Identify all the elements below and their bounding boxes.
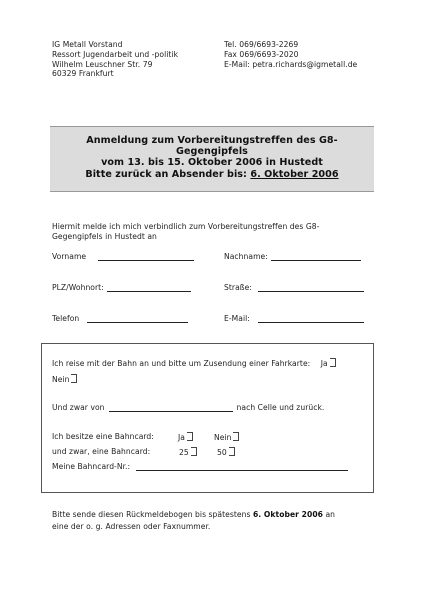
route-suffix: nach Celle und zurück. (236, 403, 325, 412)
bahncard-nr-label: Meine Bahncard-Nr.: (52, 462, 131, 471)
title-line: Anmeldung zum Vorbereitungstreffen des G8- (86, 135, 338, 146)
vorname-label: Vorname (52, 252, 87, 261)
sender-fax: Fax 069/6693-2020 (224, 49, 299, 59)
sender-contact (224, 40, 357, 69)
nachname-field[interactable] (224, 252, 361, 261)
footer-line (52, 509, 335, 521)
email-field[interactable] (224, 314, 364, 323)
travel-question: Ich reise mit der Bahn an und bitte um Zusendung einer Fahrkarte: (52, 359, 311, 368)
title-box (50, 126, 374, 192)
footer-date: 6. Oktober 2006 (252, 510, 323, 519)
nachname-label: Nachname: (224, 252, 268, 261)
telefon-field[interactable] (52, 314, 188, 323)
bahncard-50-checkbox[interactable] (229, 447, 235, 456)
bahncard-ja-checkbox[interactable] (187, 432, 193, 441)
bahncard-nr-row (52, 462, 348, 471)
bahncard-nein-label: Nein (214, 433, 232, 442)
telefon-input-line[interactable] (87, 314, 188, 323)
deadline-date: 6. Oktober 2006 (250, 168, 339, 180)
email-input-line[interactable] (258, 314, 364, 323)
sender-line: Wilhelm Leuschner Str. 79 (52, 59, 153, 69)
sender-address (52, 40, 178, 79)
bahncard-50 (217, 447, 235, 457)
bahncard-25 (179, 447, 197, 457)
nein-label: Nein (52, 375, 70, 384)
nein-checkbox[interactable] (71, 374, 77, 383)
plz-field[interactable] (52, 283, 191, 292)
strasse-input-line[interactable] (258, 283, 364, 292)
sender-line: Ressort Jugendarbeit und -politik (52, 49, 179, 59)
sender-line: 60329 Frankfurt (52, 69, 114, 79)
telefon-label: Telefon (52, 314, 80, 323)
intro-line: Gegengipfels in Hustedt an (52, 232, 157, 241)
ja-label: Ja (320, 359, 328, 368)
bahncard-25-label: 25 (179, 448, 189, 457)
title-deadline (50, 169, 374, 180)
sender-email: E-Mail: petra.richards@igmetall.de (224, 59, 358, 69)
nein-row (52, 374, 77, 384)
bahncard-nr-input-line[interactable] (136, 462, 348, 471)
title-line: vom 13. bis 15. Oktober 2006 in Hustedt (101, 157, 323, 169)
nachname-input-line[interactable] (271, 252, 361, 261)
bahncard-nein (214, 432, 239, 442)
route-input-line[interactable] (109, 403, 233, 412)
plz-input-line[interactable] (107, 283, 191, 292)
bahncard-25-checkbox[interactable] (191, 447, 197, 456)
vorname-field[interactable] (52, 252, 194, 261)
strasse-label: Straße: (224, 283, 252, 292)
bahncard-ja (178, 432, 193, 442)
bahncard-ja-label: Ja (178, 433, 185, 442)
bahncard-nein-checkbox[interactable] (233, 432, 239, 441)
sender-line: IG Metall Vorstand (52, 40, 123, 49)
strasse-field[interactable] (224, 283, 364, 292)
travel-box (41, 343, 374, 493)
footer-suffix: an (323, 510, 336, 519)
route-prefix: Und zwar von (52, 403, 105, 412)
deadline-prefix: Bitte zurück an Absender bis: (85, 168, 251, 180)
footer-line-2: eine der o. g. Adressen oder Faxnummer. (52, 522, 211, 531)
plz-label: PLZ/Wohnort: (52, 283, 104, 292)
bahncard-50-label: 50 (217, 448, 227, 457)
intro-text (52, 222, 319, 242)
footer-prefix: Bitte sende diesen Rückmeldebogen bis spätestens (52, 510, 253, 519)
travel-question-row (52, 358, 336, 368)
bahncard-type: und zwar, eine Bahncard: (52, 447, 151, 456)
intro-line: Hiermit melde ich mich verbindlich zum Vorbereitungstreffen des G8- (52, 222, 320, 231)
email-label: E-Mail: (224, 314, 250, 323)
sender-phone: Tel. 069/6693-2269 (224, 40, 299, 49)
route-row (52, 403, 324, 412)
vorname-input-line[interactable] (98, 252, 194, 261)
footer-text (52, 509, 335, 533)
title-line: Gegengipfels (176, 146, 248, 158)
ja-checkbox[interactable] (330, 358, 336, 367)
bahncard-question: Ich besitze eine Bahncard: (52, 432, 154, 441)
